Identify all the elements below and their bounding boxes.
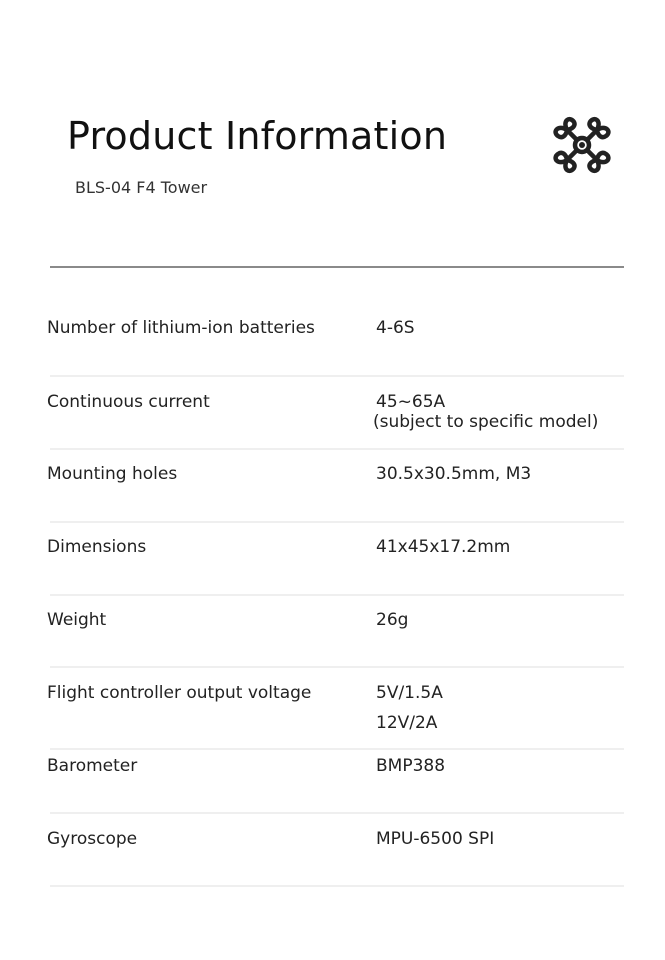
spec-label: Barometer (47, 756, 138, 776)
spec-label: Flight controller output voltage (47, 683, 312, 703)
page-title: Product Information (67, 114, 448, 158)
product-model: BLS-04 F4 Tower (75, 178, 208, 197)
spec-label: Number of lithium-ion batteries (47, 318, 315, 338)
row-divider (50, 885, 624, 887)
quadcopter-drone-icon (550, 114, 614, 176)
spec-value: 5V/1.5A (376, 683, 443, 703)
spec-note: (subject to specific model) (373, 412, 599, 432)
spec-value: 4-6S (376, 318, 415, 338)
spec-value: 26g (376, 610, 409, 630)
spec-value: BMP388 (376, 756, 446, 776)
spec-value: 45~65A (376, 392, 446, 412)
spec-label: Dimensions (47, 537, 147, 557)
row-divider (50, 748, 624, 750)
spec-value: 41x45x17.2mm (376, 537, 511, 557)
spec-label: Continuous current (47, 392, 210, 412)
spec-value: 30.5x30.5mm, M3 (376, 464, 532, 484)
row-divider (50, 594, 624, 596)
row-divider (50, 375, 624, 377)
spec-label: Mounting holes (47, 464, 178, 484)
row-divider (50, 448, 624, 450)
row-divider (50, 812, 624, 814)
header-divider (50, 266, 624, 268)
row-divider (50, 521, 624, 523)
spec-label: Weight (47, 610, 107, 630)
spec-label: Gyroscope (47, 829, 138, 849)
spec-value-secondary: 12V/2A (376, 713, 438, 733)
row-divider (50, 666, 624, 668)
spec-value: MPU-6500 SPI (376, 829, 495, 849)
